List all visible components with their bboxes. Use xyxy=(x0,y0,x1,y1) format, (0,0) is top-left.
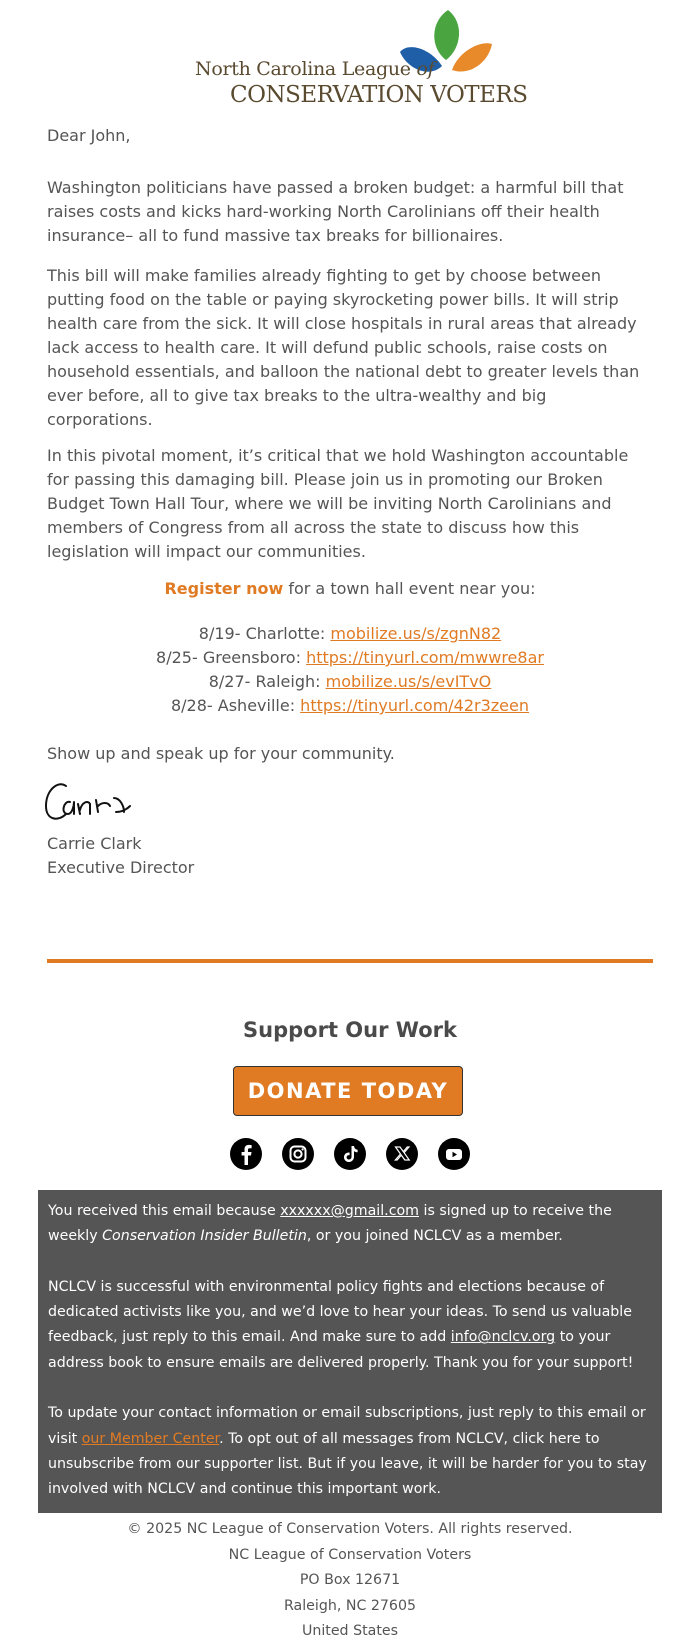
instagram-icon[interactable] xyxy=(282,1138,314,1170)
closing-line: Show up and speak up for your community. xyxy=(47,744,395,763)
event-item: 8/28- Asheville: https://tinyurl.com/42r3zeen xyxy=(170,696,530,715)
event-link[interactable]: mobilize.us/s/zgnN82 xyxy=(330,624,502,643)
member-center-link[interactable]: our Member Center xyxy=(81,1430,220,1447)
event-link[interactable]: https://tinyurl.com/mwwre8ar xyxy=(306,648,544,667)
event-item: 8/19- Charlotte: mobilize.us/s/zgnN82 xyxy=(198,624,502,643)
support-title: Support Our Work xyxy=(243,1018,457,1042)
city-line: Raleigh, NC 27605 xyxy=(283,1597,417,1614)
event-item: 8/25- Greensboro: https://tinyurl.com/mwwre8ar xyxy=(156,648,544,667)
org-name: NC League of Conservation Voters xyxy=(228,1546,472,1563)
donate-button[interactable]: DONATE TODAY xyxy=(233,1066,463,1116)
footer-paragraph-1: You received this email because xxxxxx@gmail.com is signed up to receive the weekly Conservation Insider Bulletin, or you joined NCLCV as a member. xyxy=(48,1203,612,1245)
paragraph-2 xyxy=(47,264,653,432)
event-link[interactable]: https://tinyurl.com/42r3zeen xyxy=(300,696,530,715)
paragraph-text: In this pivotal moment, it’s critical that we hold Washington accountable for passing this damaging bill. Please join us in promoting our Broken Budget Town Hall Tour, where we will be inviting North Carolinians and members of Congress from all across the state to discuss how this legislation will impact our communities. xyxy=(47,446,629,561)
logo-line-2: CONSERVATION VOTERS xyxy=(230,82,528,108)
logo-line-1: North Carolina League of xyxy=(195,58,435,80)
footer-notice xyxy=(38,1190,662,1513)
register-text: for a town hall event near you: xyxy=(283,579,536,598)
event-link[interactable]: mobilize.us/s/evITvO xyxy=(325,672,492,691)
signature-block xyxy=(47,832,653,880)
footer-paragraph-3: To update your contact information or email subscriptions, just reply to this email or visit our Member Center. To opt out of all messages from NCLCV, click here to unsubscribe from our supporter list. But if you leave, it will be harder for you to stay involved with NCLCV and continue this important work. xyxy=(48,1405,647,1498)
x-icon[interactable] xyxy=(386,1138,418,1170)
paragraph-3 xyxy=(47,444,653,564)
copyright: © 2025 NC League of Conservation Voters. All rights reserved. xyxy=(127,1521,573,1537)
nclcv-logo[interactable] xyxy=(195,8,528,110)
footer-paragraph-2: NCLCV is successful with environmental policy fights and elections because of dedicated activists like you, and we’d love to hear your ideas. To send us valuable feedback, just reply to this email. And make sure to add info@nclcv.org to your address book to ensure emails are delivered properly. Thank you for your support! xyxy=(48,1278,634,1371)
paragraph-text: This bill will make families already fighting to get by choose between putting food on the table or paying skyrocketing power bills. It will strip health care from the sick. It will close hospitals in rural areas that already lack access to health care. It will defund public schools, raise costs on household essentials, and balloon the national debt to greater levels than ever before, all to give tax breaks to the ultra-wealthy and big corporations. xyxy=(47,266,640,429)
paragraph-1 xyxy=(47,176,653,248)
country: United States xyxy=(301,1623,399,1640)
po-box: PO Box 12671 xyxy=(299,1572,401,1589)
signature-title: Executive Director xyxy=(47,858,195,877)
signature-name: Carrie Clark xyxy=(47,834,142,853)
orange-divider xyxy=(47,959,653,963)
paragraph-text: Washington politicians have passed a broken budget: a harmful bill that raises costs and kicks hard-working North Carolinians off their health insurance– all to fund massive tax breaks for billionaires. xyxy=(47,178,624,245)
event-list xyxy=(0,622,700,718)
event-item: 8/27- Raleigh: mobilize.us/s/evITvO xyxy=(208,672,492,691)
tiktok-icon[interactable] xyxy=(334,1138,366,1170)
greeting: Dear John, xyxy=(47,126,131,145)
signature-image xyxy=(44,772,140,830)
facebook-icon[interactable] xyxy=(230,1138,262,1170)
legal-footer xyxy=(0,1517,700,1645)
info-email-link[interactable]: info@nclcv.org xyxy=(450,1329,556,1346)
subscriber-email-link[interactable]: xxxxxx@gmail.com xyxy=(280,1203,419,1219)
youtube-icon[interactable] xyxy=(438,1138,470,1170)
register-now-link[interactable]: Register now xyxy=(164,579,284,598)
register-line xyxy=(0,577,700,601)
